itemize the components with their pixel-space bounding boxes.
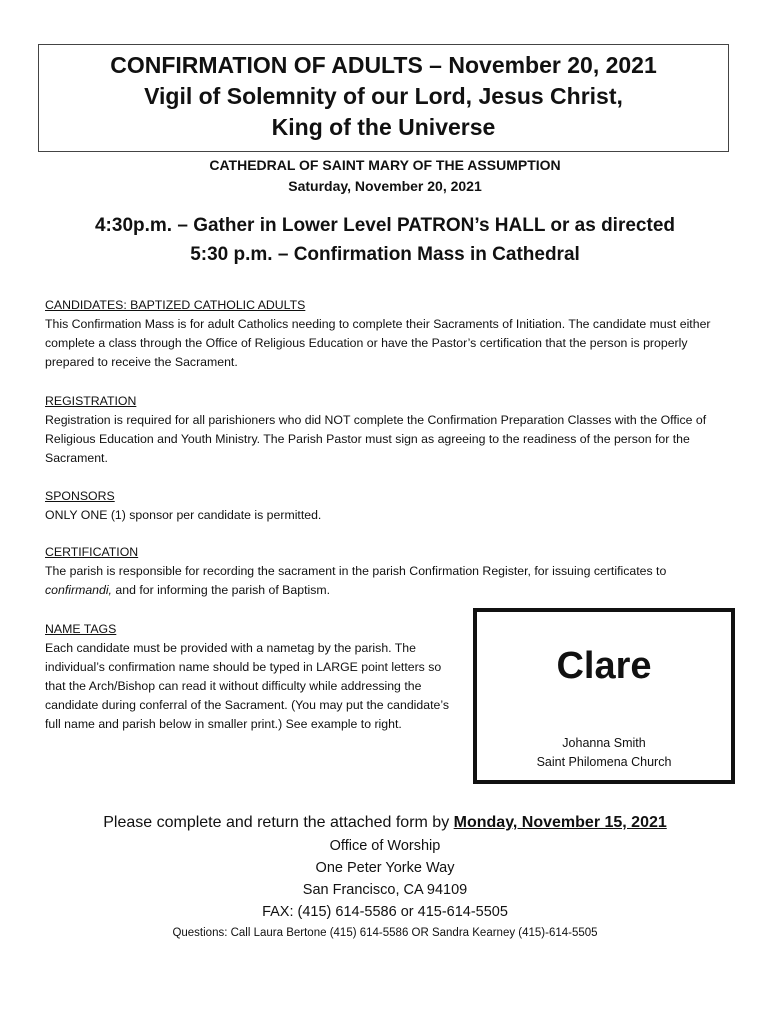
- section-name-tags: [45, 620, 465, 734]
- schedule-mass: 5:30 p.m. – Confirmation Mass in Cathedral: [190, 244, 580, 265]
- certification-text-italic: confirmandi,: [45, 583, 112, 597]
- section-registration: [45, 392, 725, 468]
- footer-office: Office of Worship: [329, 838, 441, 854]
- section-body-candidates: This Confirmation Mass is for adult Catholics needing to complete their Sacraments of Initiation. The candidate must either complete a class through the Office of Religious Education or have the Pastor’s certification that the person is properly prepared to receive the Sacrament.: [45, 317, 711, 369]
- section-certification: [45, 543, 685, 600]
- nametag-person: [477, 734, 731, 772]
- section-heading-sponsors: SPONSORS: [45, 489, 115, 503]
- section-body-name-tags: Each candidate must be provided with a nametag by the parish. The individual’s confirmation name should be typed in LARGE point letters so that the Arch/Bishop can read it without difficulty while addressing the candidate during conferral of the Sacrament. (You may put the candidate’s full name and parish below in smaller print.) See example to right.: [45, 641, 450, 731]
- nametag-example: [473, 608, 735, 784]
- title-line-3: King of the Universe: [271, 114, 496, 140]
- footer: [0, 811, 770, 943]
- section-body-registration: Registration is required for all parishioners who did NOT complete the Confirmation Preparation Classes with the Office of Religious Education and Youth Ministry. The Parish Pastor must sign as agreeing to the readiness of the person for the Sacrament.: [45, 413, 707, 465]
- section-body-certification: [45, 562, 685, 600]
- footer-fax: FAX: (415) 614-5586 or 415-614-5505: [262, 904, 508, 920]
- nametag-parish: Saint Philomena Church: [536, 755, 672, 769]
- title-line-1: CONFIRMATION OF ADULTS – November 20, 2021: [110, 52, 657, 78]
- section-body-sponsors: ONLY ONE (1) sponsor per candidate is permitted.: [45, 508, 322, 522]
- section-candidates: [45, 296, 725, 372]
- venue-date: Saturday, November 20, 2021: [288, 178, 482, 194]
- certification-text-start: The parish is responsible for recording the sacrament in the parish Confirmation Register, for issuing certificates to: [45, 564, 667, 578]
- nametag-confirmation-name: Clare: [556, 645, 652, 687]
- certification-text-end: and for informing the parish of Baptism.: [111, 583, 331, 597]
- venue-name: CATHEDRAL OF SAINT MARY OF THE ASSUMPTION: [209, 157, 561, 173]
- footer-street: One Peter Yorke Way: [315, 860, 455, 876]
- title-line-2: Vigil of Solemnity of our Lord, Jesus Christ,: [144, 83, 623, 109]
- nametag-full-name: Johanna Smith: [562, 736, 646, 750]
- section-heading-certification: CERTIFICATION: [45, 545, 139, 559]
- title-box: [38, 44, 729, 152]
- section-sponsors: [45, 487, 725, 525]
- section-heading-candidates: CANDIDATES: BAPTIZED CATHOLIC ADULTS: [45, 298, 306, 312]
- footer-lead: [0, 811, 770, 835]
- footer-lead-text: Please complete and return the attached form by: [103, 814, 454, 831]
- section-heading-registration: REGISTRATION: [45, 394, 137, 408]
- section-heading-name-tags: NAME TAGS: [45, 622, 117, 636]
- footer-deadline: Monday, November 15, 2021: [453, 814, 667, 831]
- schedule-gather: 4:30p.m. – Gather in Lower Level PATRON’s HALL or as directed: [94, 215, 675, 236]
- footer-questions: Questions: Call Laura Bertone (415) 614-5586 OR Sandra Kearney (415)-614-5505: [172, 927, 598, 939]
- footer-city: San Francisco, CA 94109: [302, 882, 468, 898]
